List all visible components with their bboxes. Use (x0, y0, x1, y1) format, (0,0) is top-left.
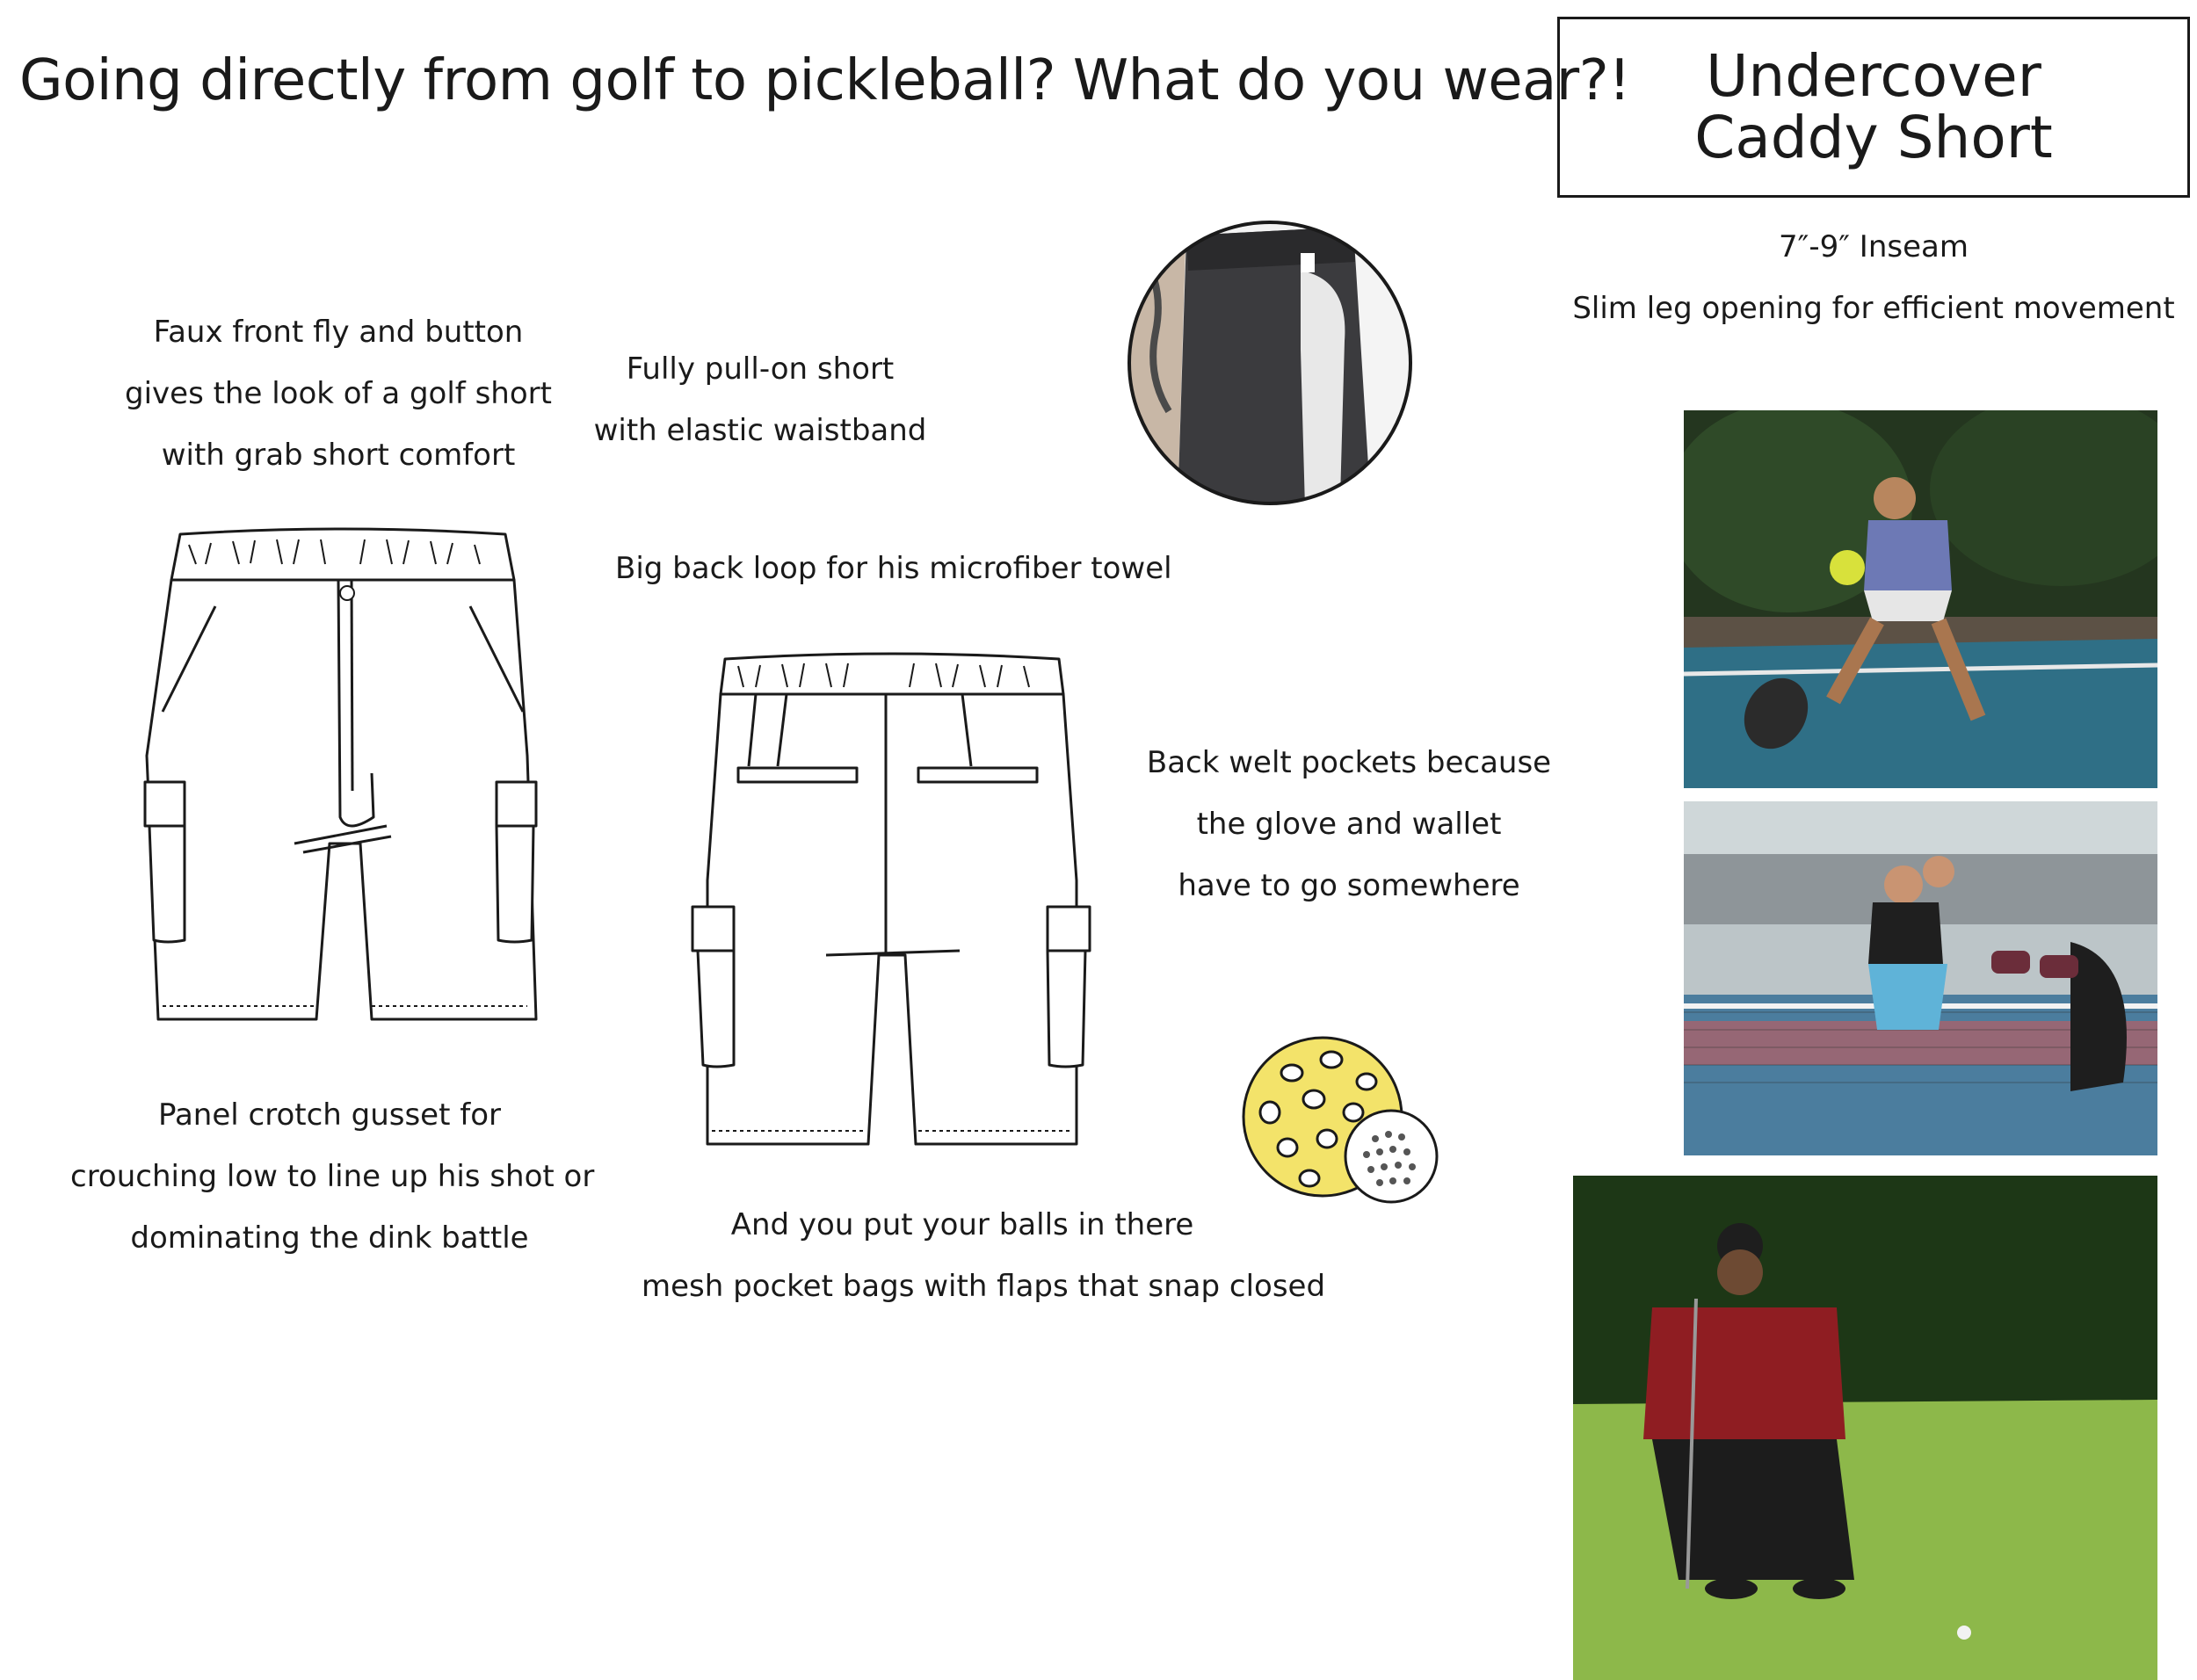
callout-line: with grab short comfort (161, 438, 516, 473)
callout-line: Back welt pockets because (1146, 745, 1552, 780)
callout-balls (642, 1194, 1326, 1317)
callout-pull-on (580, 338, 940, 461)
callout-line: Big back loop for his microfiber towel (615, 551, 1172, 586)
pickleball-doubles-photo (1684, 801, 2157, 1155)
pickleball-and-golf-ball-icon (1235, 1033, 1446, 1209)
callout-line: Faux front fly and button (153, 315, 524, 350)
callout-line: with elastic waistband (593, 413, 927, 448)
callout-line: And you put your balls in there (730, 1207, 1194, 1242)
callout-line: have to go somewhere (1178, 868, 1520, 903)
pickleball-player-photo (1684, 410, 2157, 788)
callout-line: crouching low to line up his shot or (70, 1159, 595, 1194)
product-title-box (1557, 17, 2190, 198)
front-flat-sketch (136, 527, 549, 1028)
golfer-putting-photo (1573, 1176, 2157, 1680)
callout-line: Fully pull-on short (626, 351, 895, 387)
back-flat-sketch (685, 652, 1098, 1153)
callout-gusset (70, 1084, 595, 1269)
callout-line: mesh pocket bags with flaps that snap closed (642, 1269, 1326, 1304)
product-title-line2: Caddy Short (1694, 104, 2053, 171)
spec-leg-opening: Slim leg opening for efficient movement (1572, 291, 2175, 326)
callout-back-welt (1142, 732, 1555, 916)
callout-line: gives the look of a golf short (125, 376, 552, 411)
callout-line: Panel crotch gusset for (157, 1097, 501, 1133)
product-title-line1: Undercover (1706, 42, 2041, 110)
callout-back-loop (615, 538, 1172, 599)
page-headline: Going directly from golf to pickleball? What do you wear?! (19, 48, 1631, 113)
spec-inseam: 7″-9″ Inseam (1779, 229, 1969, 264)
callout-faux-fly (97, 301, 580, 486)
callout-line: the glove and wallet (1196, 807, 1502, 842)
product-specs (1557, 216, 2190, 339)
callout-line: dominating the dink battle (130, 1220, 529, 1256)
towel-loop-detail-photo (1125, 218, 1415, 508)
